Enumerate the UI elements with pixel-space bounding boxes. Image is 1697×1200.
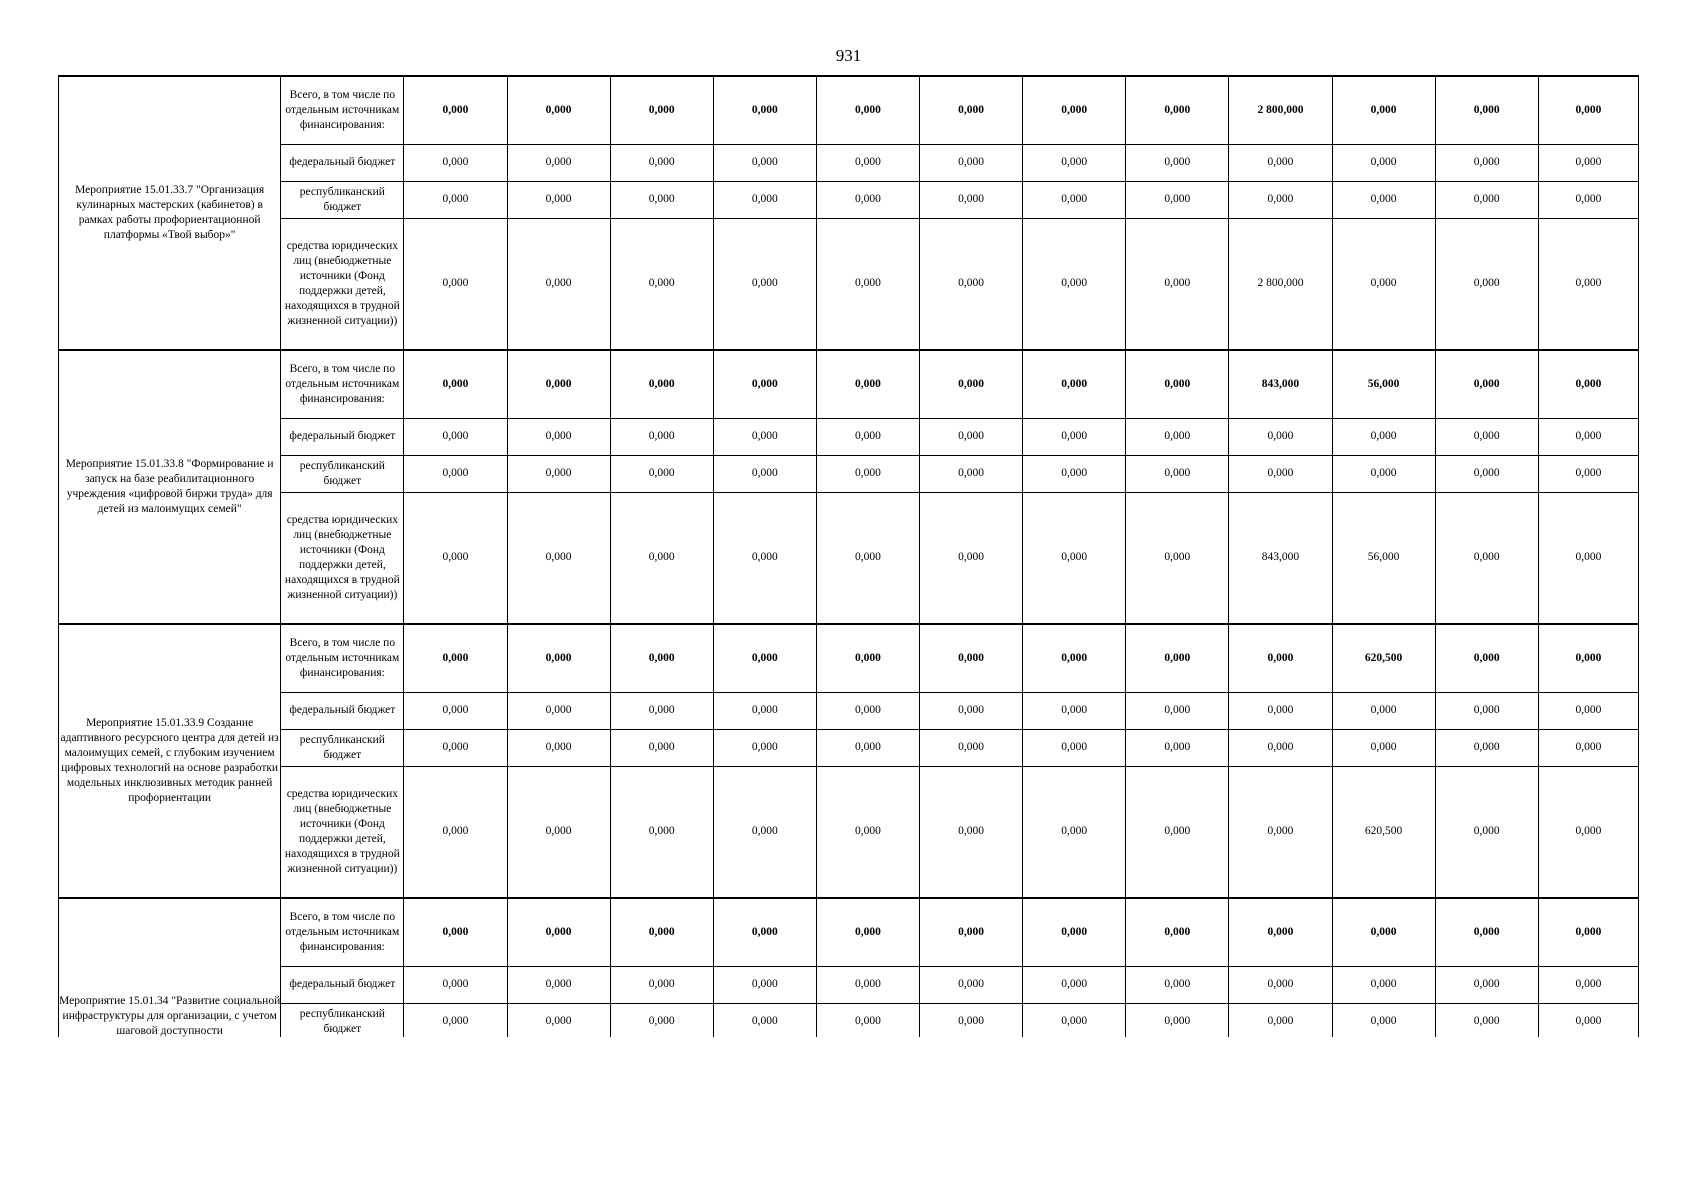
source-label-federal: федеральный бюджет [281, 966, 404, 1003]
value-cell: 0,000 [1126, 418, 1229, 455]
table-row [59, 181, 1639, 218]
value-cell: 0,000 [1126, 181, 1229, 218]
value-cell: 0,000 [1126, 218, 1229, 350]
value-cell: 0,000 [1435, 492, 1538, 624]
value-cell: 0,000 [713, 418, 816, 455]
value-cell: 0,000 [1538, 766, 1638, 898]
source-label-total: Всего, в том числе по отдельным источникам финансирования: [281, 76, 404, 144]
value-cell: 0,000 [404, 692, 507, 729]
table-row [59, 766, 1639, 898]
value-cell: 0,000 [1435, 624, 1538, 692]
value-cell: 0,000 [1332, 181, 1435, 218]
value-cell: 0,000 [1126, 766, 1229, 898]
source-label-republic: республиканский бюджет [281, 181, 404, 218]
value-cell: 0,000 [1435, 418, 1538, 455]
value-cell: 0,000 [1538, 966, 1638, 1003]
value-cell: 0,000 [920, 218, 1023, 350]
value-cell: 843,000 [1229, 350, 1332, 418]
value-cell: 0,000 [1229, 692, 1332, 729]
value-cell: 0,000 [404, 966, 507, 1003]
table-row [59, 624, 1639, 692]
value-cell: 0,000 [1435, 966, 1538, 1003]
value-cell: 0,000 [713, 624, 816, 692]
value-cell: 0,000 [920, 144, 1023, 181]
value-cell: 0,000 [507, 692, 610, 729]
value-cell: 0,000 [507, 418, 610, 455]
value-cell: 0,000 [1126, 144, 1229, 181]
source-label-republic: республиканский бюджет [281, 455, 404, 492]
value-cell: 0,000 [507, 76, 610, 144]
event-name-cell [59, 624, 281, 898]
value-cell: 0,000 [610, 144, 713, 181]
value-cell: 0,000 [1435, 350, 1538, 418]
table-row [59, 350, 1639, 418]
value-cell: 0,000 [816, 966, 919, 1003]
value-cell: 0,000 [1023, 1003, 1126, 1037]
value-cell: 0,000 [713, 76, 816, 144]
value-cell: 0,000 [1229, 624, 1332, 692]
value-cell: 0,000 [816, 729, 919, 766]
value-cell: 0,000 [920, 181, 1023, 218]
value-cell: 0,000 [1435, 144, 1538, 181]
value-cell: 0,000 [713, 692, 816, 729]
value-cell: 0,000 [1126, 898, 1229, 966]
value-cell: 0,000 [920, 1003, 1023, 1037]
value-cell: 0,000 [610, 350, 713, 418]
value-cell: 2 800,000 [1229, 76, 1332, 144]
value-cell: 0,000 [816, 181, 919, 218]
value-cell: 0,000 [920, 966, 1023, 1003]
value-cell: 620,500 [1332, 624, 1435, 692]
table-row [59, 218, 1639, 350]
value-cell: 0,000 [1332, 455, 1435, 492]
table-row [59, 1003, 1639, 1037]
value-cell: 0,000 [404, 181, 507, 218]
source-label-legal: средства юридических лиц (внебюджетные источники (Фонд поддержки детей, находящихся в трудной жизненной ситуации)) [281, 218, 404, 350]
value-cell: 0,000 [1538, 218, 1638, 350]
value-cell: 0,000 [816, 76, 919, 144]
value-cell: 0,000 [920, 766, 1023, 898]
value-cell: 56,000 [1332, 492, 1435, 624]
source-label-total: Всего, в том числе по отдельным источникам финансирования: [281, 350, 404, 418]
value-cell: 0,000 [1229, 1003, 1332, 1037]
source-label-legal: средства юридических лиц (внебюджетные источники (Фонд поддержки детей, находящихся в трудной жизненной ситуации)) [281, 492, 404, 624]
value-cell: 0,000 [1538, 492, 1638, 624]
value-cell: 0,000 [1229, 418, 1332, 455]
value-cell: 0,000 [1229, 766, 1332, 898]
value-cell: 0,000 [816, 1003, 919, 1037]
table-row [59, 966, 1639, 1003]
budget-table [58, 75, 1639, 1037]
value-cell: 0,000 [1229, 181, 1332, 218]
value-cell: 0,000 [1435, 218, 1538, 350]
value-cell: 0,000 [610, 692, 713, 729]
value-cell: 0,000 [1229, 144, 1332, 181]
value-cell: 0,000 [610, 1003, 713, 1037]
value-cell: 0,000 [507, 492, 610, 624]
value-cell: 0,000 [610, 218, 713, 350]
value-cell: 0,000 [920, 76, 1023, 144]
value-cell: 0,000 [610, 418, 713, 455]
value-cell: 0,000 [713, 1003, 816, 1037]
value-cell: 0,000 [920, 692, 1023, 729]
value-cell: 0,000 [404, 76, 507, 144]
value-cell: 0,000 [610, 966, 713, 1003]
value-cell: 0,000 [1435, 76, 1538, 144]
value-cell: 0,000 [507, 766, 610, 898]
value-cell: 0,000 [1538, 455, 1638, 492]
value-cell: 0,000 [1126, 692, 1229, 729]
value-cell: 0,000 [610, 766, 713, 898]
source-label-federal: федеральный бюджет [281, 692, 404, 729]
value-cell: 0,000 [1126, 455, 1229, 492]
value-cell: 0,000 [713, 766, 816, 898]
value-cell: 0,000 [610, 76, 713, 144]
value-cell: 0,000 [404, 898, 507, 966]
value-cell: 0,000 [713, 455, 816, 492]
value-cell: 0,000 [507, 218, 610, 350]
value-cell: 0,000 [816, 144, 919, 181]
table-row [59, 492, 1639, 624]
value-cell: 0,000 [1538, 181, 1638, 218]
value-cell: 0,000 [920, 350, 1023, 418]
table-row [59, 729, 1639, 766]
value-cell: 0,000 [507, 624, 610, 692]
value-cell: 0,000 [816, 898, 919, 966]
event-name: Мероприятие 15.01.33.7 "Организация кулинарных мастерских (кабинетов) в рамках работы профориентационной платформы «Твой выбор»" [75, 184, 265, 241]
value-cell: 0,000 [1435, 1003, 1538, 1037]
value-cell: 2 800,000 [1229, 218, 1332, 350]
value-cell: 0,000 [1023, 692, 1126, 729]
value-cell: 0,000 [713, 218, 816, 350]
value-cell: 0,000 [816, 218, 919, 350]
value-cell: 0,000 [404, 144, 507, 181]
value-cell: 0,000 [1332, 729, 1435, 766]
value-cell: 0,000 [1332, 898, 1435, 966]
value-cell: 0,000 [507, 1003, 610, 1037]
source-label-legal: средства юридических лиц (внебюджетные источники (Фонд поддержки детей, находящихся в трудной жизненной ситуации)) [281, 766, 404, 898]
value-cell: 0,000 [816, 766, 919, 898]
value-cell: 0,000 [610, 898, 713, 966]
value-cell: 0,000 [816, 692, 919, 729]
value-cell: 0,000 [1229, 966, 1332, 1003]
budget-table-viewport [58, 75, 1639, 1037]
value-cell: 0,000 [404, 455, 507, 492]
event-name-cell [59, 76, 281, 350]
value-cell: 0,000 [1332, 218, 1435, 350]
value-cell: 620,500 [1332, 766, 1435, 898]
value-cell: 0,000 [816, 492, 919, 624]
value-cell: 0,000 [1538, 729, 1638, 766]
value-cell: 0,000 [1435, 692, 1538, 729]
source-label-total: Всего, в том числе по отдельным источникам финансирования: [281, 898, 404, 966]
table-row [59, 144, 1639, 181]
value-cell: 0,000 [610, 455, 713, 492]
value-cell: 0,000 [404, 418, 507, 455]
table-row [59, 898, 1639, 966]
value-cell: 0,000 [1023, 76, 1126, 144]
value-cell: 0,000 [507, 144, 610, 181]
value-cell: 0,000 [1023, 624, 1126, 692]
value-cell: 0,000 [920, 492, 1023, 624]
value-cell: 0,000 [1538, 692, 1638, 729]
value-cell: 0,000 [713, 350, 816, 418]
value-cell: 0,000 [1435, 729, 1538, 766]
value-cell: 0,000 [713, 492, 816, 624]
value-cell: 0,000 [1538, 144, 1638, 181]
event-name: Мероприятие 15.01.33.9 Создание адаптивного ресурсного центра для детей из малоимущих семей, с глубоким изучением цифровых технологий на основе разработки модельных инклюзивных методик ранней профориентации [60, 717, 279, 804]
value-cell: 0,000 [1023, 218, 1126, 350]
value-cell: 0,000 [1229, 729, 1332, 766]
value-cell: 0,000 [816, 455, 919, 492]
value-cell: 0,000 [1126, 492, 1229, 624]
value-cell: 0,000 [1332, 692, 1435, 729]
value-cell: 0,000 [920, 729, 1023, 766]
value-cell: 0,000 [816, 624, 919, 692]
value-cell: 0,000 [1538, 350, 1638, 418]
value-cell: 0,000 [713, 181, 816, 218]
value-cell: 0,000 [816, 418, 919, 455]
value-cell: 0,000 [1538, 1003, 1638, 1037]
event-name-cell [59, 350, 281, 624]
value-cell: 0,000 [404, 492, 507, 624]
source-label-total: Всего, в том числе по отдельным источникам финансирования: [281, 624, 404, 692]
value-cell: 0,000 [1023, 455, 1126, 492]
value-cell: 0,000 [1023, 418, 1126, 455]
value-cell: 0,000 [1023, 729, 1126, 766]
source-label-federal: федеральный бюджет [281, 418, 404, 455]
value-cell: 0,000 [1126, 729, 1229, 766]
value-cell: 0,000 [1332, 1003, 1435, 1037]
value-cell: 0,000 [507, 729, 610, 766]
source-label-republic: республиканский бюджет [281, 729, 404, 766]
table-row [59, 455, 1639, 492]
value-cell: 0,000 [1332, 144, 1435, 181]
value-cell: 0,000 [1435, 181, 1538, 218]
value-cell: 0,000 [1023, 966, 1126, 1003]
value-cell: 0,000 [404, 729, 507, 766]
value-cell: 56,000 [1332, 350, 1435, 418]
value-cell: 0,000 [1538, 418, 1638, 455]
value-cell: 0,000 [1435, 898, 1538, 966]
value-cell: 0,000 [404, 350, 507, 418]
value-cell: 0,000 [920, 624, 1023, 692]
value-cell: 0,000 [610, 181, 713, 218]
value-cell: 0,000 [920, 418, 1023, 455]
value-cell: 0,000 [404, 766, 507, 898]
event-name: Мероприятие 15.01.34 "Развитие социальной инфраструктуры для организации, с учетом шаговой доступности [59, 995, 281, 1037]
value-cell: 0,000 [404, 624, 507, 692]
table-row [59, 418, 1639, 455]
value-cell: 0,000 [1332, 966, 1435, 1003]
value-cell: 0,000 [920, 898, 1023, 966]
value-cell: 0,000 [1435, 455, 1538, 492]
budget-table-body [59, 76, 1639, 1037]
value-cell: 843,000 [1229, 492, 1332, 624]
value-cell: 0,000 [1229, 455, 1332, 492]
value-cell: 0,000 [1332, 76, 1435, 144]
value-cell: 0,000 [1538, 624, 1638, 692]
value-cell: 0,000 [1023, 350, 1126, 418]
value-cell: 0,000 [1023, 898, 1126, 966]
value-cell: 0,000 [1023, 492, 1126, 624]
value-cell: 0,000 [610, 492, 713, 624]
value-cell: 0,000 [610, 624, 713, 692]
value-cell: 0,000 [713, 144, 816, 181]
value-cell: 0,000 [713, 898, 816, 966]
value-cell: 0,000 [1229, 898, 1332, 966]
value-cell: 0,000 [507, 966, 610, 1003]
value-cell: 0,000 [1126, 76, 1229, 144]
value-cell: 0,000 [1126, 624, 1229, 692]
source-label-republic: республиканский бюджет [281, 1003, 404, 1037]
value-cell: 0,000 [507, 350, 610, 418]
value-cell: 0,000 [610, 729, 713, 766]
value-cell: 0,000 [404, 218, 507, 350]
value-cell: 0,000 [1126, 1003, 1229, 1037]
value-cell: 0,000 [404, 1003, 507, 1037]
event-name: Мероприятие 15.01.33.8 "Формирование и запуск на базе реабилитационного учреждения «цифровой биржи труда» для детей из малоимущих семей" [65, 458, 274, 515]
table-row [59, 692, 1639, 729]
value-cell: 0,000 [1126, 350, 1229, 418]
source-label-federal: федеральный бюджет [281, 144, 404, 181]
value-cell: 0,000 [1435, 766, 1538, 898]
event-name-cell [59, 898, 281, 1037]
value-cell: 0,000 [507, 898, 610, 966]
value-cell: 0,000 [1126, 966, 1229, 1003]
value-cell: 0,000 [1332, 418, 1435, 455]
value-cell: 0,000 [1538, 898, 1638, 966]
table-row [59, 76, 1639, 144]
value-cell: 0,000 [920, 455, 1023, 492]
page-number: 931 [835, 46, 862, 65]
value-cell: 0,000 [1023, 144, 1126, 181]
value-cell: 0,000 [713, 729, 816, 766]
value-cell: 0,000 [507, 181, 610, 218]
value-cell: 0,000 [1538, 76, 1638, 144]
value-cell: 0,000 [816, 350, 919, 418]
value-cell: 0,000 [1023, 766, 1126, 898]
value-cell: 0,000 [1023, 181, 1126, 218]
value-cell: 0,000 [713, 966, 816, 1003]
value-cell: 0,000 [507, 455, 610, 492]
